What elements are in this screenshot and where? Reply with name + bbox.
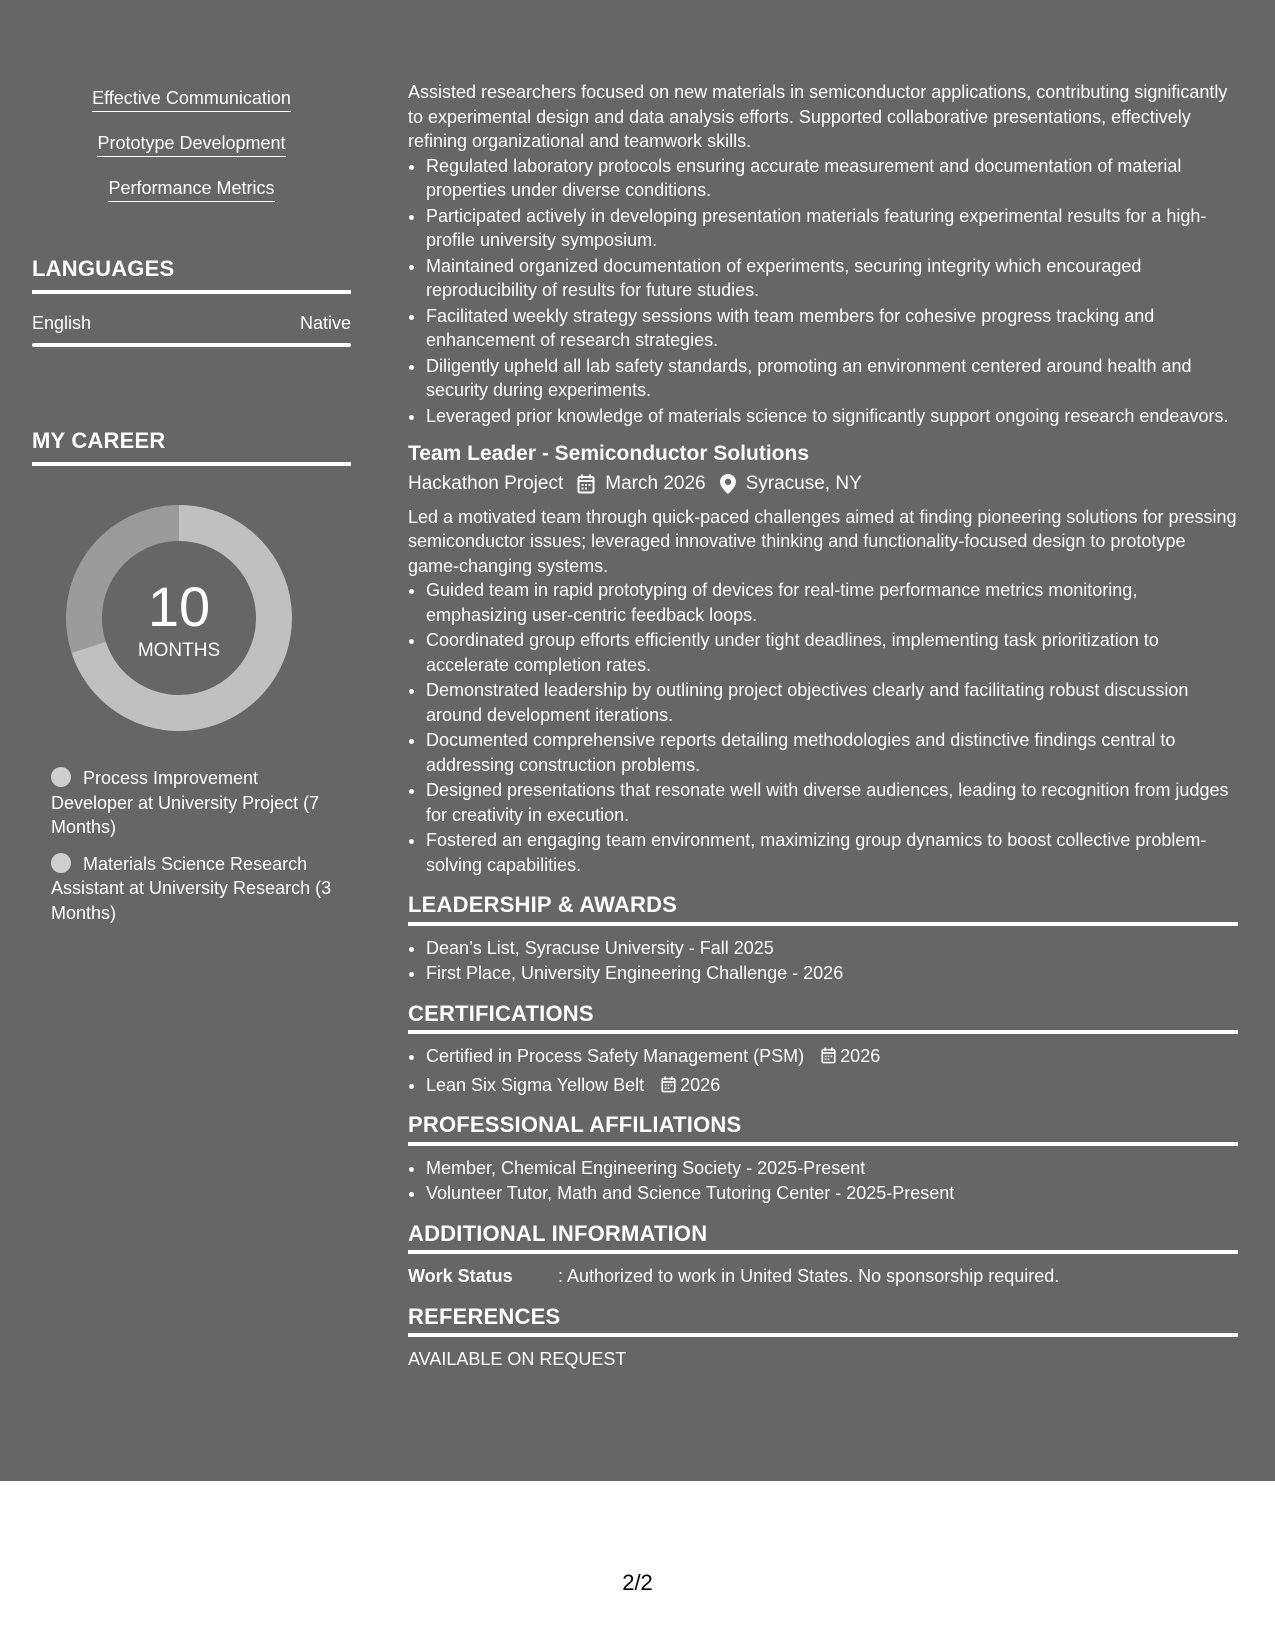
awards-heading: LEADERSHIP & AWARDS [408,893,1238,926]
sidebar [32,0,351,923]
certifications-list [408,1044,1238,1097]
career-total-number: 10 [147,575,211,638]
affiliations-list [408,1156,1238,1206]
additional-info-heading: ADDITIONAL INFORMATION [408,1222,1238,1255]
work-status-label: Work Status [408,1266,513,1286]
career-list [51,766,341,937]
skill-item: Effective Communication [92,86,291,112]
job-bullet: • Maintained organized documentation of experiments, securing integrity which encouraged reproducibility of results for future studies. [426,254,1238,303]
career-total-unit: MONTHS [137,640,221,661]
awards-list [408,936,1238,986]
affiliation-item: • Member, Chemical Engineering Society - 2025-Present [426,1156,1238,1181]
affiliation-item: • Volunteer Tutor, Math and Science Tutoring Center - 2025-Present [426,1181,1238,1206]
career-heading: MY CAREER [32,428,351,466]
additional-info-section [408,1222,1238,1289]
job-bullet: • Facilitated weekly strategy sessions with team members for cohesive progress tracking and enhancement of research strategies. [426,304,1238,353]
certification-item [426,1073,1238,1098]
location-pin-icon [720,474,736,494]
languages-heading: LANGUAGES [32,256,351,294]
job-bullet: • Fostered an engaging team environment, maximizing group dynamics to boost collective problem-solving capabilities. [426,828,1238,877]
skills-list [32,86,351,221]
job-bullet: • Coordinated group efforts efficiently under tight deadlines, implementing task prioritization to accelerate completion rates. [426,628,1238,677]
job-bullet: • Regulated laboratory protocols ensuring accurate measurement and documentation of material properties under diverse conditions. [426,154,1238,203]
job-bullets [408,154,1238,429]
skill-item: Prototype Development [97,131,285,157]
language-row [32,313,351,334]
certification-year: 2026 [680,1074,721,1095]
career-item [51,766,341,840]
awards-section [408,893,1238,986]
references-heading: REFERENCES [408,1305,1238,1338]
job-summary: Assisted researchers focused on new materials in semiconductor applications, contributing significantly to experimental design and data analysis efforts. Supported collaborative presentations, effectively refining organizational and teamwork skills. [408,82,1228,151]
certification-year: 2026 [840,1046,881,1066]
certification-name: Certified in Process Safety Management (PSM) [426,1046,805,1066]
references-text: AVAILABLE ON REQUEST [408,1349,627,1369]
work-status-row [408,1264,1238,1289]
work-status-value: : Authorized to work in United States. No sponsorship required. [558,1266,1060,1286]
job-location: Syracuse, NY [745,473,862,494]
award-item: • Dean’s List, Syracuse University - Fall 2025 [426,936,1238,961]
job-date: March 2026 [605,473,706,494]
job-title: Team Leader - Semiconductor Solutions [408,442,810,465]
language-name: English [32,313,92,333]
certification-name: Lean Six Sigma Yellow Belt [426,1074,645,1095]
calendar-icon [661,1076,676,1093]
skill-item: Performance Metrics [108,176,274,202]
references-section [408,1305,1238,1372]
career-item-text: Materials Science Research Assistant at University Research (3 Months) [51,853,332,923]
job-bullet: • Documented comprehensive reports detailing methodologies and distinctive findings central to addressing construction problems. [426,728,1238,777]
job-meta [408,472,1238,497]
certifications-section [408,1002,1238,1098]
career-item [51,852,341,926]
career-dot-icon [51,853,71,873]
career-dot-icon [51,767,71,787]
page-number: 2/2 [622,1570,653,1595]
calendar-icon [577,474,595,494]
affiliations-heading: PROFESSIONAL AFFILIATIONS [408,1113,1238,1146]
award-item: • First Place, University Engineering Challenge - 2026 [426,961,1238,986]
job-bullet: • Guided team in rapid prototyping of devices for real-time performance metrics monitoring, emphasizing user-centric feedback loops. [426,578,1238,627]
affiliations-section [408,1113,1238,1206]
job-bullet: • Participated actively in developing presentation materials featuring experimental results for a high-profile university symposium. [426,204,1238,253]
career-item-text: Process Improvement Developer at University Project (7 Months) [51,768,320,837]
certifications-heading: CERTIFICATIONS [408,1002,1238,1035]
language-level: Native [299,313,351,333]
job-summary: Led a motivated team through quick-paced challenges aimed at finding pioneering solutions for pressing semiconductor issues; leveraged innovative thinking and functionality-focused design to prototype game-changing systems. [408,506,1237,576]
job-bullet: • Diligently upheld all lab safety standards, promoting an environment centered around health and security during experiments. [426,354,1238,403]
job-bullet: • Demonstrated leadership by outlining project objectives clearly and facilitating robust discussion around development iterations. [426,678,1238,727]
job-bullet: • Leveraged prior knowledge of materials science to significantly support ongoing research endeavors. [426,404,1238,429]
job-bullet: • Designed presentations that resonate well with diverse audiences, leading to recognition from judges for creativity in execution. [426,778,1238,827]
job-org: Hackathon Project [408,473,564,494]
language-level-bar [32,343,351,347]
certification-item [426,1044,1238,1069]
main-content [408,80,1238,1372]
job-bullets [408,578,1238,877]
calendar-icon [821,1047,836,1064]
